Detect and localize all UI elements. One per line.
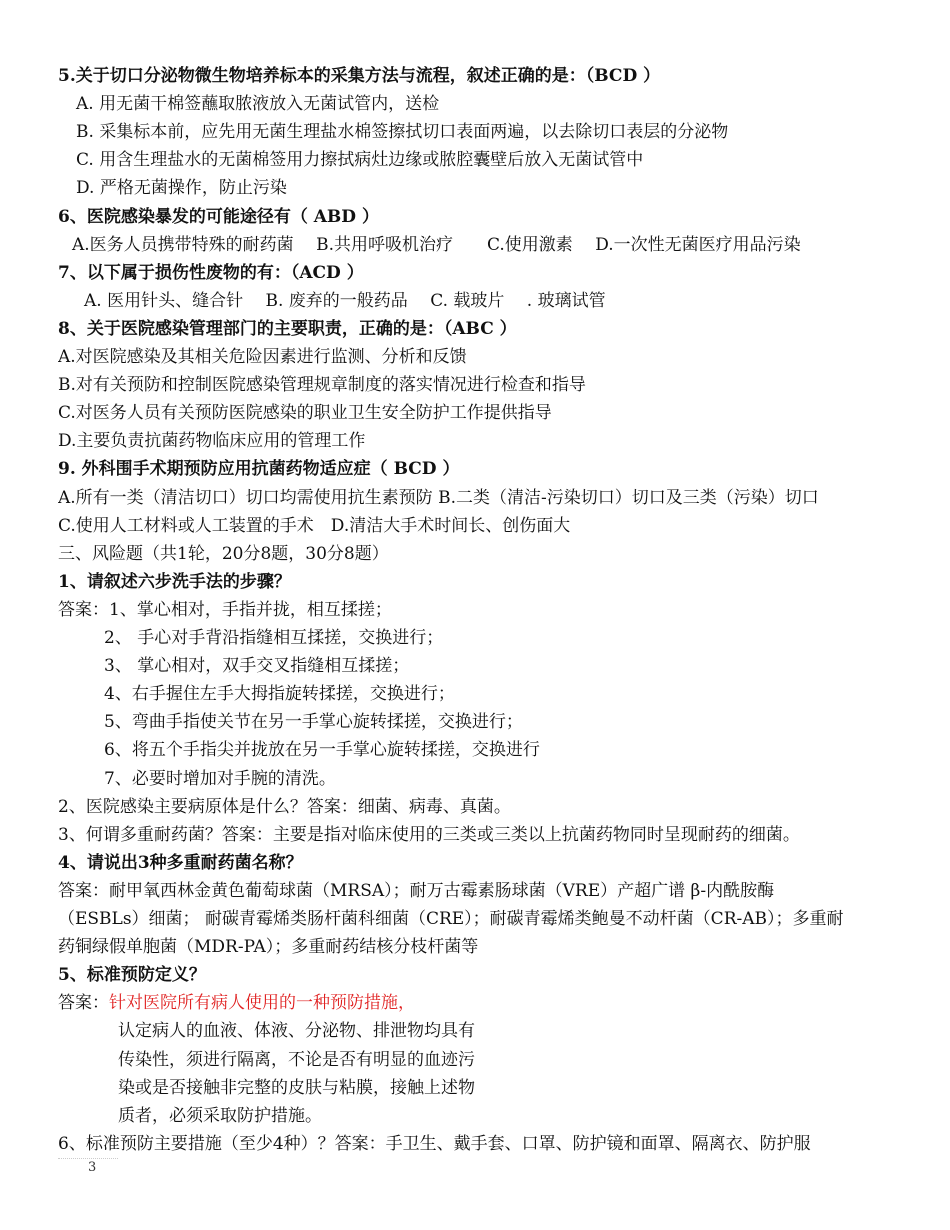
text-line: 2、 手心对手背沿指缝相互揉搓，交换进行； <box>104 628 444 648</box>
text-line: 5、弯曲手指使关节在另一手掌心旋转揉搓，交换进行； <box>104 712 523 733</box>
text-line: D. 严格无菌操作，防止污染 <box>76 178 287 199</box>
text-line: 认定病人的血液、体液、分泌物、排泄物均具有 <box>118 1021 475 1042</box>
text-line: 2、医院感染主要病原体是什么？答案：细菌、病毒、真菌。 <box>58 796 511 817</box>
text-line: 5.关于切口分泌物微生物培养标本的采集方法与流程，叙述正确的是：（BCD ） <box>58 66 661 86</box>
text-line: C. 用含生理盐水的无菌棉签用力擦拭病灶边缘或脓腔囊壁后放入无菌试管中 <box>76 150 644 171</box>
text-line: C.对医务人员有关预防医院感染的职业卫生安全防护工作提供指导 <box>58 403 552 424</box>
text-line: 1、请叙述六步洗手法的步骤？ <box>58 571 291 592</box>
text-line: （ESBLs）细菌； 耐碳青霉烯类肠杆菌科细菌（CRE）；耐碳青霉烯类鲍曼不动杆菌（CR-AB）；多重耐 <box>58 909 844 929</box>
text-line: 6、将五个手指尖并拢放在另一手掌心旋转揉搓，交换进行 <box>104 740 540 761</box>
text-line: 6、医院感染暴发的可能途径有（ ABD ） <box>58 206 379 227</box>
text-line: 6、标准预防主要措施（至少4种）？答案：手卫生、戴手套、口罩、防护镜和面罩、隔离衣、防护服 <box>58 1133 811 1154</box>
text-line: A.对医院感染及其相关危险因素进行监测、分析和反馈 <box>58 347 467 367</box>
text-line: B.对有关预防和控制医院感染管理规章制度的落实情况进行检查和指导 <box>58 375 586 396</box>
text-line: 答案：1、掌心相对，手指并拢，相互揉搓； <box>58 599 392 620</box>
text-line: A. 医用针头、缝合针 B. 废弃的一般药品 C. 载玻片 . 玻璃试管 <box>84 290 606 311</box>
text-line: 7、以下属于损伤性废物的有：（ACD ） <box>58 262 364 283</box>
text-line: 5、标准预防定义？ <box>58 965 206 986</box>
text-line: 三、风险题（共1轮，20分8题，30分8题） <box>58 543 389 564</box>
text-line <box>58 989 902 1017</box>
text-line: 染或是否接触非完整的皮肤与粘膜，接触上述物 <box>118 1077 475 1098</box>
text-line: 3、何谓多重耐药菌？答案：主要是指对临床使用的三类或三类以上抗菌药物同时呈现耐药的细菌。 <box>58 824 800 845</box>
text-line: 答案：耐甲氧西林金黄色葡萄球菌（MRSA）；耐万古霉素肠球菌（VRE）产超广谱 β-内酰胺酶 <box>58 880 775 901</box>
text-line: A. 用无菌干棉签蘸取脓液放入无菌试管内，送检 <box>76 94 440 115</box>
text-line: A.所有一类（清洁切口）切口均需使用抗生素预防 B.二类（清洁-污染切口）切口及三类（污染）切口 <box>58 487 819 508</box>
text-line: B. 采集标本前，应先用无菌生理盐水棉签擦拭切口表面两遍，以去除切口表层的分泌物 <box>76 122 729 143</box>
text-line: 4、右手握住左手大拇指旋转揉搓，交换进行； <box>104 684 455 705</box>
text-line: 3、 掌心相对，双手交叉指缝相互揉搓； <box>104 656 410 677</box>
text-line: 4、请说出3种多重耐药菌名称？ <box>58 852 303 873</box>
text-line: A.医务人员携带特殊的耐药菌 B.共用呼吸机治疗 C.使用激素 D.一次性无菌医疗用品污染 <box>72 234 801 255</box>
text-line: 7、必要时增加对手腕的清洗。 <box>104 768 336 789</box>
text-line: C.使用人工材料或人工装置的手术 D.清洁大手术时间长、创伤面大 <box>58 515 571 536</box>
text-line: 药铜绿假单胞菌（MDR-PA）；多重耐药结核分枝杆菌等 <box>58 937 479 958</box>
text-line: 质者，必须采取防护措施。 <box>118 1105 322 1126</box>
answer-prefix: 答案： <box>58 993 109 1014</box>
text-line: D.主要负责抗菌药物临床应用的管理工作 <box>58 431 366 452</box>
text-line: 9. 外科围手术期预防应用抗菌药物适应症（ BCD ） <box>58 459 460 480</box>
highlighted-answer: 针对医院所有病人使用的一种预防措施， <box>109 993 415 1014</box>
text-line: 传染性，须进行隔离，不论是否有明显的血迹污 <box>118 1049 475 1070</box>
page-number: 3 <box>88 1160 97 1175</box>
text-line: 8、关于医院感染管理部门的主要职责，正确的是：（ABC ） <box>58 318 517 339</box>
